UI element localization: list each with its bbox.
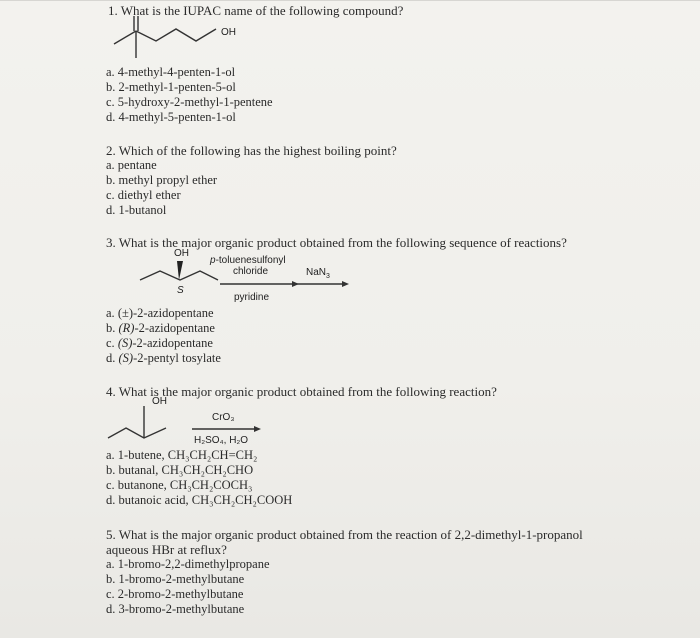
q3-stereo-s-label: S <box>177 285 184 296</box>
q3-option-c: c. (S)-2-azidopentane <box>106 336 213 350</box>
q3-option-b: b. (R)-2-azidopentane <box>106 321 215 335</box>
q1-oh-label: OH <box>221 27 236 38</box>
q2-question: 2. Which of the following has the highest boiling point? <box>106 143 397 158</box>
q3-reagent1-line1: p-toluenesulfonyl <box>210 255 286 266</box>
q4-option-b: b. butanal, CH₃CH₂CH₂CHO <box>106 463 254 477</box>
q1-option-a: a. 4-methyl-4-penten-1-ol <box>106 65 236 79</box>
q3-question: 3. What is the major organic product obtained from the following sequence of reactions? <box>106 235 567 250</box>
q1-structure <box>110 14 240 64</box>
q5-option-a: a. 1-bromo-2,2-dimethylpropane <box>106 557 270 571</box>
q1-option-d: d. 4-methyl-5-penten-1-ol <box>106 110 236 124</box>
q3-option-a: a. (±)-2-azidopentane <box>106 306 214 320</box>
q2-option-a: a. pentane <box>106 158 157 172</box>
q1-question: 1. What is the IUPAC name of the following compound? <box>108 3 404 18</box>
q4-reagent-above: CrO₃ <box>212 412 235 423</box>
q3-arrow-1 <box>220 280 300 290</box>
q3-reagent1-below: pyridine <box>234 292 270 303</box>
top-border <box>0 0 700 1</box>
q3-reagent1-line2: chloride <box>233 266 269 277</box>
q5-question-line1: 5. What is the major organic product obtained from the reaction of 2,2-dimethyl-1-propanol <box>106 527 583 542</box>
q1-option-c: c. 5-hydroxy-2-methyl-1-pentene <box>106 95 273 109</box>
q5-option-d: d. 3-bromo-2-methylbutane <box>106 602 245 616</box>
q5-option-c: c. 2-bromo-2-methylbutane <box>106 587 244 601</box>
q4-oh-label: OH <box>152 396 167 407</box>
q5-option-b: b. 1-bromo-2-methylbutane <box>106 572 245 586</box>
q5-question-line2: aqueous HBr at reflux? <box>106 542 227 557</box>
q4-option-d: d. butanoic acid, CH₃CH₂CH₂COOH <box>106 493 293 507</box>
q3-oh-label: OH <box>174 248 189 259</box>
q4-arrow <box>192 425 264 435</box>
q4-reagent-below: H₂SO₄, H₂O <box>194 435 249 446</box>
q4-option-a: a. 1-butene, CH₃CH₂CH=CH₂ <box>106 448 258 462</box>
q2-option-b: b. methyl propyl ether <box>106 173 218 187</box>
q1-option-b: b. 2-methyl-1-penten-5-ol <box>106 80 236 94</box>
q3-arrow-2 <box>292 280 352 290</box>
q2-option-d: d. 1-butanol <box>106 203 167 217</box>
q4-option-c: c. butanone, CH₃CH₂COCH₃ <box>106 478 253 492</box>
q4-structure <box>108 406 178 446</box>
q3-reagent2: NaN$_3$ <box>306 267 330 280</box>
q4-question: 4. What is the major organic product obtained from the following reaction? <box>106 384 497 399</box>
q3-option-d: d. (S)-2-pentyl tosylate <box>106 351 221 365</box>
q2-option-c: c. diethyl ether <box>106 188 181 202</box>
